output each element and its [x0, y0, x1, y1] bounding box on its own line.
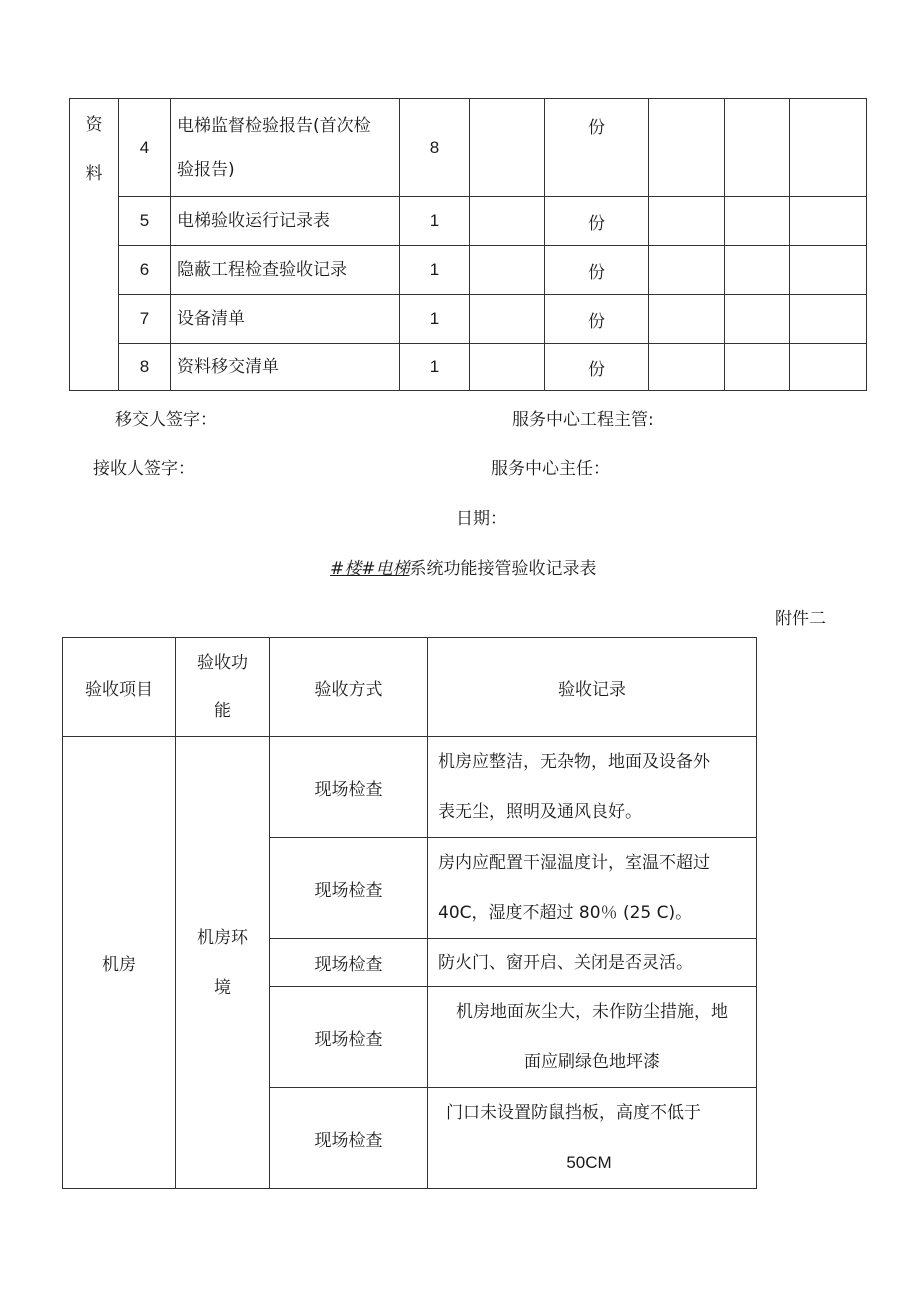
empty-cell — [790, 246, 867, 295]
empty-cell — [649, 99, 725, 197]
row-unit: 份 — [545, 246, 649, 295]
empty-cell — [470, 99, 545, 197]
row-number: 6 — [119, 246, 171, 295]
receiver-signature-label: 接收人签字： — [93, 459, 195, 479]
row-qty: 1 — [400, 197, 470, 246]
record-line1: 防火门、窗开启、关闭是否灵活。 — [438, 952, 693, 973]
row-name — [171, 99, 400, 197]
method-cell: 现场检查 — [270, 737, 428, 838]
record-line1: 门口未设置防鼠挡板，高度不低于 — [446, 1103, 701, 1123]
table-row — [70, 246, 867, 295]
function-cell — [176, 737, 270, 1189]
record-line2: 40C，湿度不超过 80％ (25 C)。 — [438, 903, 693, 923]
record-cell — [428, 939, 757, 987]
attachment-label: 附件二 — [775, 609, 826, 629]
row-number: 7 — [119, 295, 171, 344]
empty-cell — [725, 344, 790, 391]
header-record: 验收记录 — [428, 638, 757, 737]
row-unit: 份 — [545, 99, 649, 197]
empty-cell — [470, 197, 545, 246]
method-cell: 现场检查 — [270, 838, 428, 939]
empty-cell — [725, 246, 790, 295]
item-cell: 机房 — [63, 737, 176, 1189]
table-row — [70, 295, 867, 344]
record-cell — [428, 737, 757, 838]
record-cell — [428, 1088, 757, 1189]
table-row — [63, 737, 757, 838]
empty-cell — [470, 246, 545, 295]
row-number: 8 — [119, 344, 171, 391]
record-line2: 面应刷绿色地坪漆 — [524, 1052, 660, 1072]
empty-cell — [649, 344, 725, 391]
row-number: 4 — [119, 99, 171, 197]
row-unit: 份 — [545, 344, 649, 391]
record-line1: 机房应整洁，无杂物，地面及设备外 — [438, 752, 710, 772]
empty-cell — [725, 295, 790, 344]
engineering-supervisor-label: 服务中心工程主管: — [512, 410, 654, 430]
record-line2: 50CM — [566, 1153, 612, 1172]
row-name: 资料移交清单 — [171, 344, 400, 391]
empty-cell — [470, 295, 545, 344]
page-title — [330, 554, 597, 579]
method-cell: 现场检查 — [270, 987, 428, 1088]
row-name: 设备清单 — [171, 295, 400, 344]
record-line1: 房内应配置干湿温度计，室温不超过 — [438, 853, 710, 873]
empty-cell — [649, 246, 725, 295]
row-number: 5 — [119, 197, 171, 246]
row-qty: 1 — [400, 295, 470, 344]
row-qty: 8 — [400, 99, 470, 197]
date-label: 日期： — [456, 509, 507, 529]
side-label-2: 料 — [85, 164, 103, 184]
record-cell — [428, 987, 757, 1088]
empty-cell — [725, 197, 790, 246]
record-line2: 表无尘，照明及通风良好。 — [438, 802, 642, 822]
center-director-label: 服务中心主任： — [491, 459, 610, 479]
empty-cell — [790, 197, 867, 246]
empty-cell — [790, 99, 867, 197]
row-name: 隐蔽工程检查验收记录 — [171, 246, 400, 295]
empty-cell — [790, 344, 867, 391]
empty-cell — [470, 344, 545, 391]
empty-cell — [649, 295, 725, 344]
title-prefix: #楼#电梯 — [330, 559, 410, 579]
title-rest: 系统功能接管验收记录表 — [409, 559, 597, 579]
table-row — [70, 344, 867, 391]
header-function-line2: 能 — [214, 701, 231, 721]
header-method: 验收方式 — [270, 638, 428, 737]
handover-signature-label: 移交人签字： — [115, 410, 217, 430]
method-cell: 现场检查 — [270, 1088, 428, 1189]
acceptance-table — [62, 637, 757, 1189]
empty-cell — [790, 295, 867, 344]
table-row — [70, 197, 867, 246]
header-function-line1: 验收功 — [197, 653, 248, 673]
side-label-cell — [70, 99, 119, 391]
function-line2: 境 — [214, 977, 231, 998]
row-name-text: 电梯监督检验报告(首次检验报告) — [177, 115, 371, 180]
row-qty: 1 — [400, 246, 470, 295]
row-qty: 1 — [400, 344, 470, 391]
header-function — [176, 638, 270, 737]
documents-table — [69, 98, 867, 391]
side-label-1: 资 — [85, 115, 103, 135]
row-unit: 份 — [545, 295, 649, 344]
row-name: 电梯验收运行记录表 — [171, 197, 400, 246]
header-row — [63, 638, 757, 737]
table-row — [70, 99, 867, 197]
empty-cell — [725, 99, 790, 197]
empty-cell — [649, 197, 725, 246]
record-cell — [428, 838, 757, 939]
function-line1: 机房环 — [197, 927, 248, 948]
row-unit: 份 — [545, 197, 649, 246]
header-item: 验收项目 — [63, 638, 176, 737]
record-line1: 机房地面灰尘大，未作防尘措施，地 — [456, 1002, 728, 1022]
method-cell: 现场检查 — [270, 939, 428, 987]
